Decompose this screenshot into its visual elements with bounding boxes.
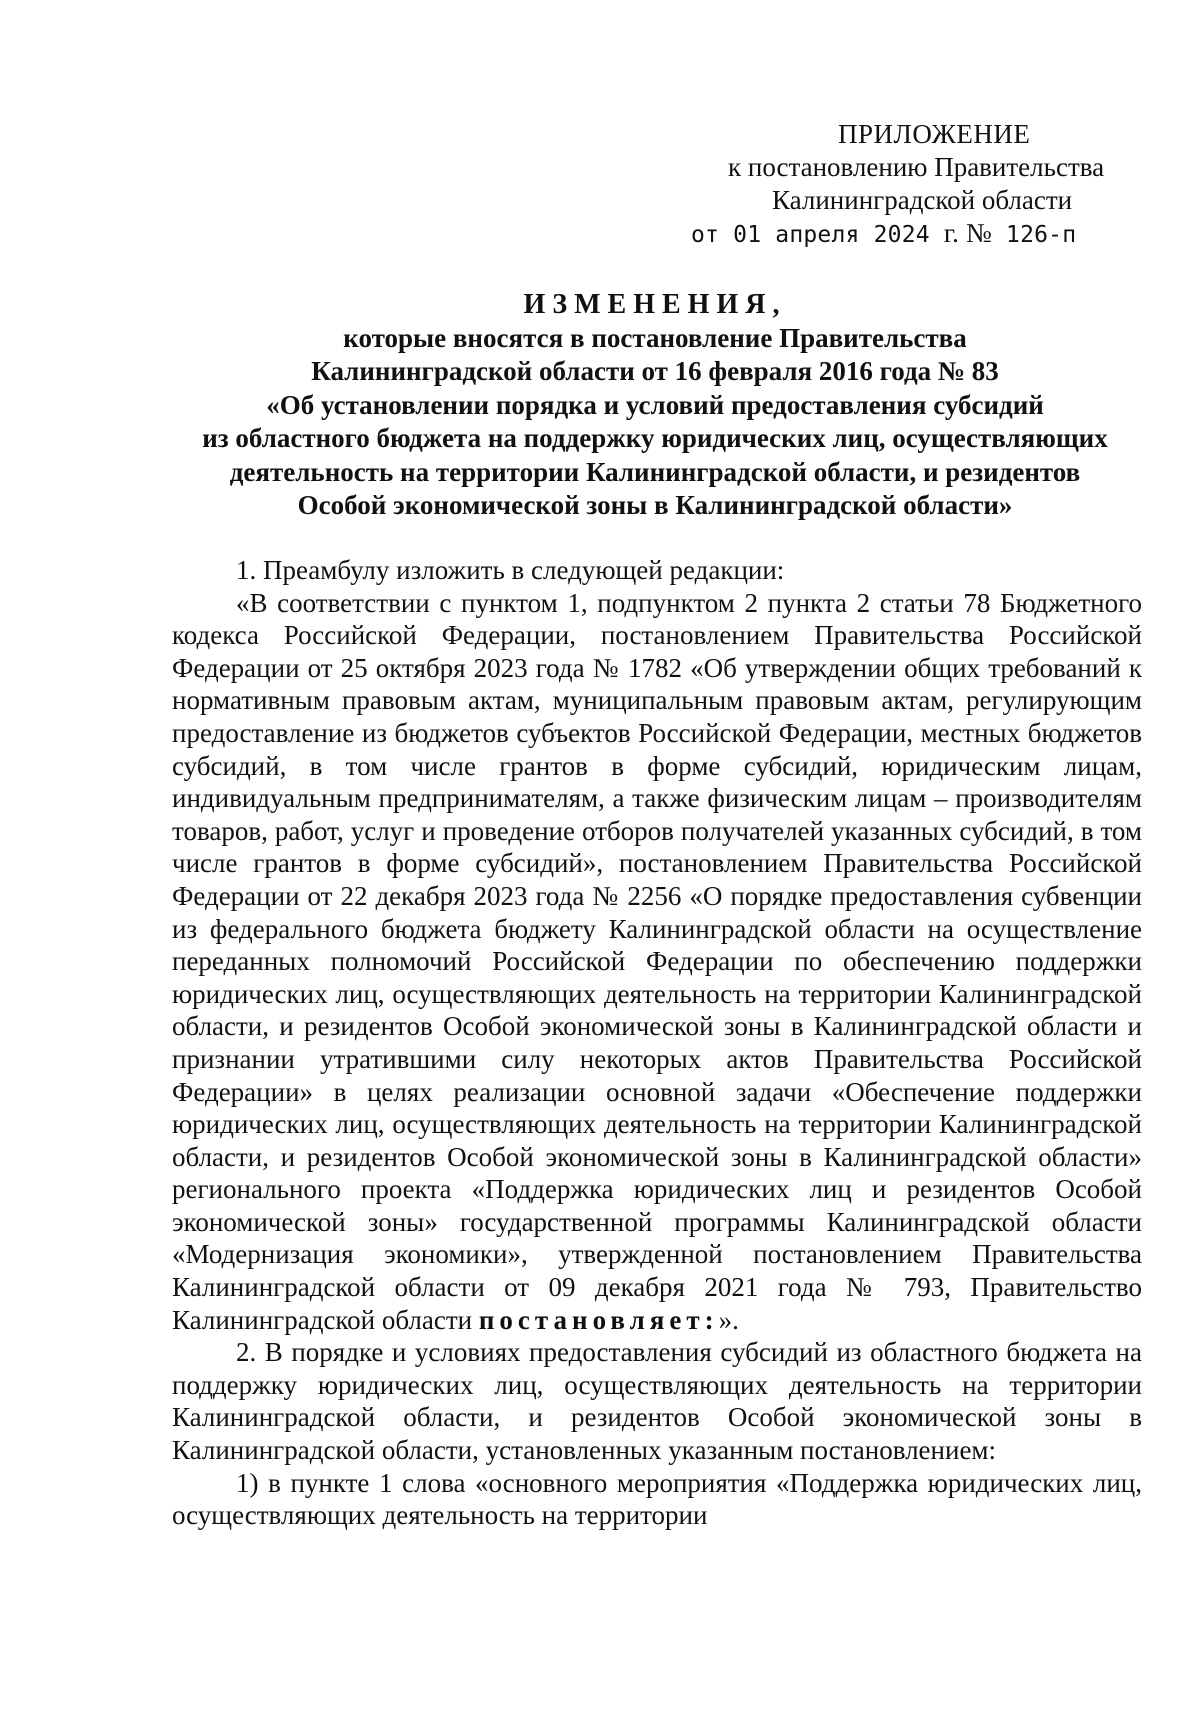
title-line-3: «Об установлении порядка и условий предоставления субсидий xyxy=(266,389,1044,420)
appendix-year-suffix: г. № xyxy=(943,218,992,248)
item-2-subitem-1: 1) в пункте 1 слова «основного мероприятия «Поддержка юридических лиц, осуществляющих деятельность на территории xyxy=(172,1467,1142,1531)
title-line-1: которые вносятся в постановление Правительства xyxy=(343,322,967,353)
appendix-line-region: Калининградской области xyxy=(772,185,1073,215)
appendix-label: ПРИЛОЖЕНИЕ xyxy=(838,119,1031,149)
title-line-4: из областного бюджета на поддержку юридических лиц, осуществляющих xyxy=(202,423,1108,453)
appendix-date: от 01 апреля 2024 xyxy=(691,222,930,248)
preamble-paragraph xyxy=(172,587,1142,1337)
title-line-5: деятельность на территории Калининградской области, и резидентов xyxy=(229,456,1081,487)
appendix-number: 126-п xyxy=(1006,222,1077,248)
title-line-6: Особой экономической зоны в Калининградской области» xyxy=(297,490,1013,520)
title-heading: ИЗМЕНЕНИЯ, xyxy=(523,289,787,320)
appendix-line-decree: к постановлению Правительства xyxy=(728,152,1105,182)
document-body xyxy=(172,554,1142,1532)
preamble-text: «В соответствии с пунктом 1, подпунктом 2 пункта 2 статьи 78 Бюджетного кодекса Российской Федерации, постановлением Правительства Российской Федерации от 25 октября 2023 года № 1782 «Об утверждении общих требований к нормативным правовым актам, муниципальным правовым актам, регулирующим предоставление из бюджетов субъектов Российской Федерации, местных бюджетов субсидий, в том числе грантов в форме субсидий, юридическим лицам, индивидуальным предпринимателям, а также физическим лицам – производителям товаров, работ, услуг и проведение отборов получателей указанных субсидий, в том числе грантов в форме субсидий», постановлением Правительства Российской Федерации от 22 декабря 2023 года № 2256 «О порядке предоставления субвенции из федерального бюджета бюджету Калининградской области на осуществление переданных полномочий Российской Федерации по обеспечению поддержки юридических лиц, осуществляющих деятельность на территории Калининградской области, и резидентов Особой экономической зоны в Калининградской области и признании утратившими силу некоторых актов Правительства Российской Федерации» в целях реализации основной задачи «Обеспечение поддержки юридических лиц, осуществляющих деятельность на территории Калининградской области, и резидентов Особой экономической зоны в Калининградской области» регионального проекта «Поддержка юридических лиц и резидентов Особой экономической зоны» государственной программы Калининградской области «Модернизация экономики», утвержденной постановлением Правительства Калининградской области от 09 декабря 2021 года № 793, Правительство Калининградской области xyxy=(172,587,1142,1335)
document-title xyxy=(150,288,1160,523)
item-2: 2. В порядке и условиях предоставления субсидий из областного бюджета на поддержку юридических лиц, осуществляющих деятельность на территории Калининградской области, и резидентов Особой экономической зоны в Калининградской области, установленных указанным постановлением: xyxy=(172,1337,1142,1466)
preamble-decree-word: постановляет: xyxy=(478,1304,719,1335)
item-1: 1. Преамбулу изложить в следующей редакции: xyxy=(236,555,785,585)
title-line-2: Калининградской области от 16 февраля 2016 года № 83 xyxy=(311,356,999,386)
appendix-date-number xyxy=(650,217,1150,252)
preamble-end: ». xyxy=(718,1304,739,1335)
appendix-stamp xyxy=(650,118,1150,252)
